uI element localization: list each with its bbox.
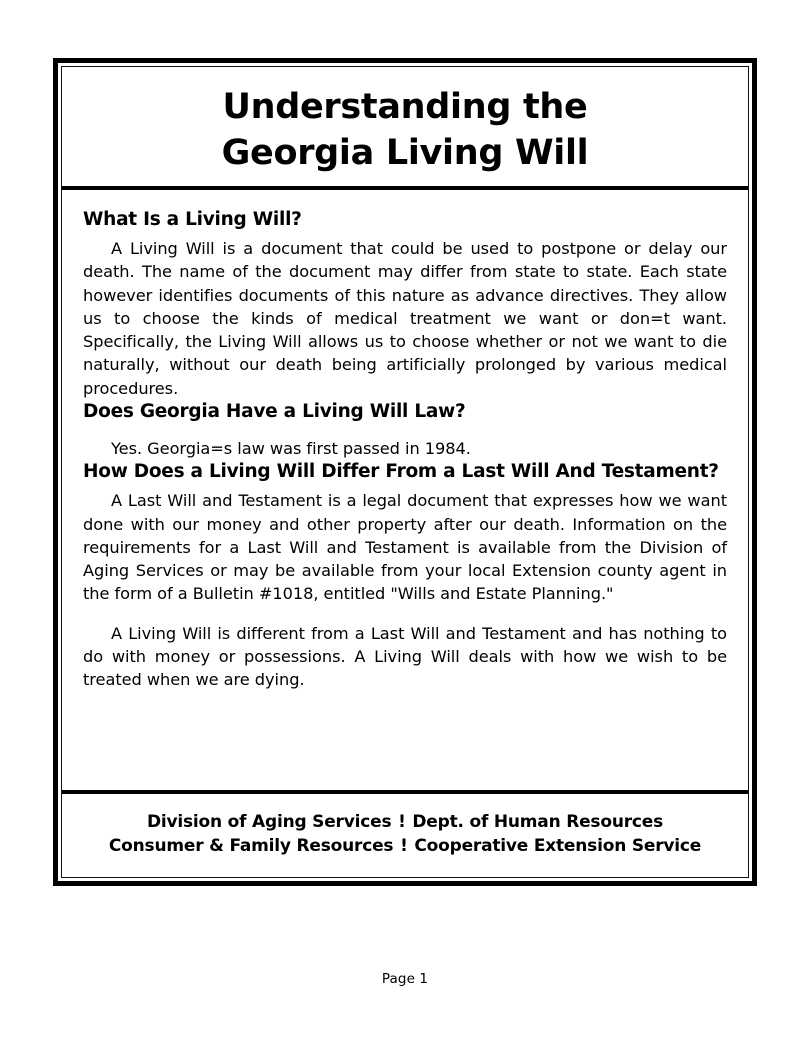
document-title-line-1: Understanding the — [222, 87, 588, 127]
footer-separator-icon-2: ! — [394, 836, 414, 857]
page-number: Page 1 — [381, 971, 429, 987]
section-heading-what-is-a-living-will: What Is a Living Will? — [83, 209, 302, 230]
document-body — [62, 190, 748, 790]
document-title-line-2: Georgia Living Will — [221, 132, 589, 173]
section-heading-how-does-a-living-will-differ: How Does a Living Will Differ From a Last Will And Testament? — [83, 461, 719, 483]
footer-part-3: Cooperative Extension Service — [414, 836, 702, 857]
document-frame — [53, 58, 757, 886]
section-paragraph-how-does-a-living-will-differ-2: A Living Will is different from a Last Will and Testament and has nothing to do with money or possessions. A Living Will deals with how we wish to be treated when we are dying. — [83, 623, 727, 690]
document-inner-border — [61, 66, 749, 878]
footer-band — [62, 790, 748, 877]
section-paragraph-does-georgia-have-a-living-will-law: Yes. Georgia=s law was first passed in 1984. — [111, 439, 471, 458]
footer-credits — [102, 810, 708, 859]
section-paragraph-what-is-a-living-will: A Living Will is a document that could be used to postpone or delay our death. The name of the document may differ from state to state. Each state however identifies documents of this nature as advance directives. They allow us to choose the kinds of medical treatment we want or don=t want. Specifically, the Living Will allows us to choose whether or not we want to die naturally, without our death being artificially prolonged by various medical procedures. — [83, 239, 727, 398]
section-paragraph-how-does-a-living-will-differ-1: A Last Will and Testament is a legal document that expresses how we want done with our money and other property after our death. Information on the requirements for a Last Will and Testament is available from the Division of Aging Services or may be available from your local Extension county agent in the form of a Bulletin #1018, entitled "Wills and Estate Planning." — [83, 491, 727, 604]
footer-part-1: Division of Aging Services — [146, 811, 392, 832]
footer-part-2: Dept. of Human Resources Consumer & Family Resources — [108, 811, 664, 857]
footer-separator-icon-1: ! — [392, 811, 412, 832]
title-band — [62, 67, 748, 190]
section-heading-does-georgia-have-a-living-will-law: Does Georgia Have a Living Will Law? — [83, 400, 466, 422]
